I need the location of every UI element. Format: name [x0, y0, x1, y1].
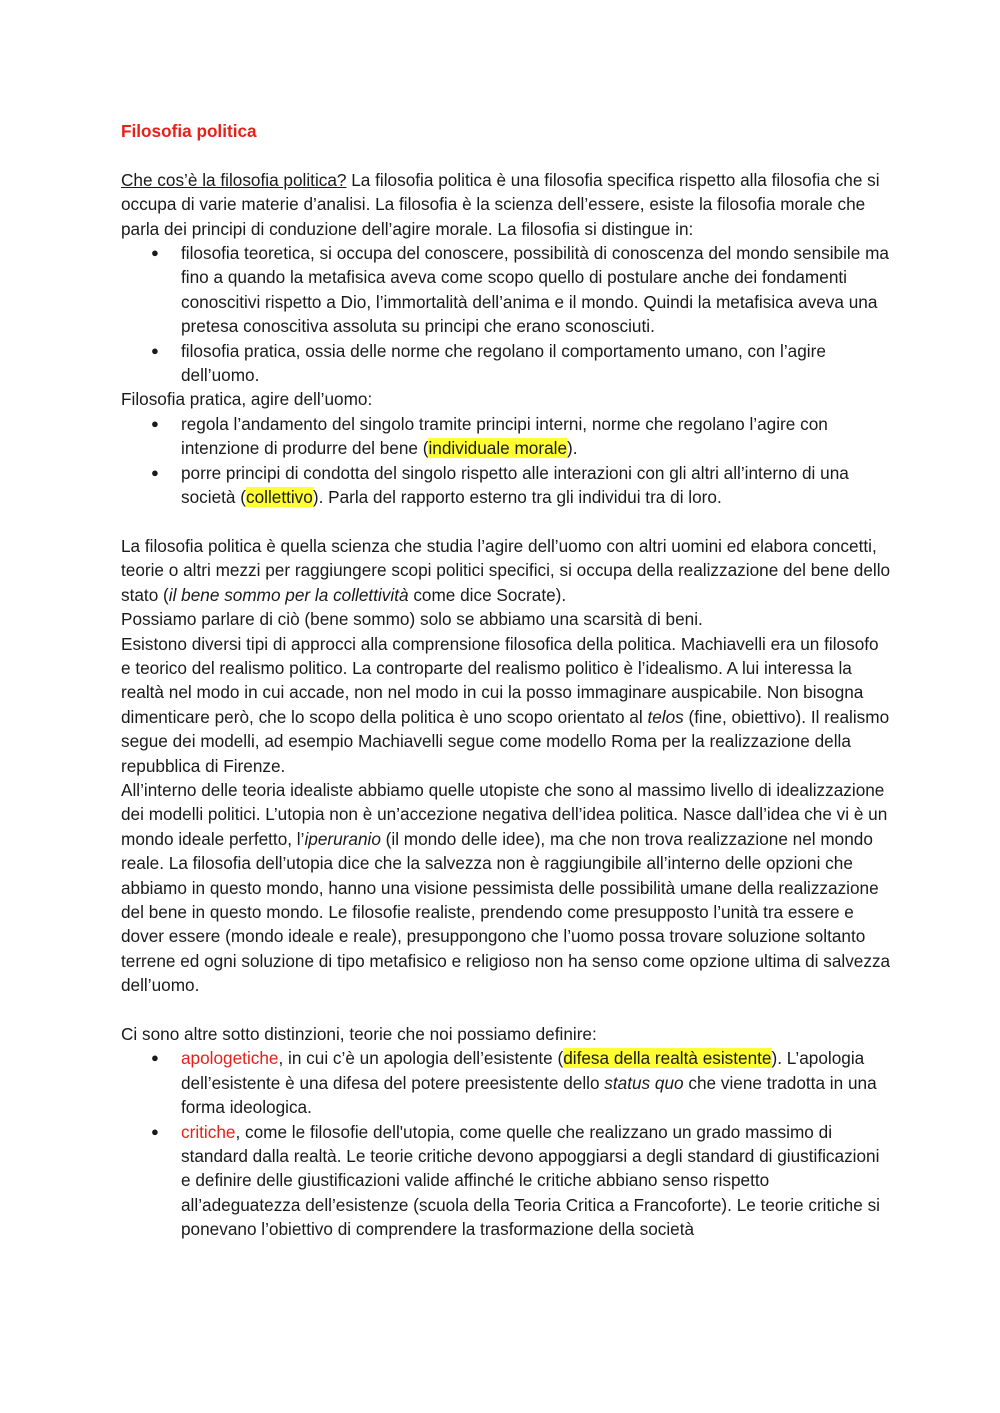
bullet-icon: ● — [151, 342, 159, 358]
italic-text: il bene sommo per la collettività — [168, 584, 409, 605]
bullet-icon: ● — [151, 415, 159, 431]
list-item: ● apologetiche, in cui c’è un apologia dell’esistente (difesa della realtà esistente). L’apologia dell’esistente è una difesa del potere preesistente dello status quo che viene tradotta in una forma ideologica. — [151, 1048, 877, 1118]
bullet-icon: ● — [151, 1050, 159, 1066]
paragraph: Possiamo parlare di ciò (bene sommo) solo se abbiamo una scarsità di beni. — [121, 609, 703, 630]
theories-list — [121, 1046, 891, 1241]
bullet-icon: ● — [151, 1123, 159, 1139]
pratica-heading: Filosofia pratica, agire dell’uomo: — [121, 389, 373, 410]
italic-text: iperuranio — [304, 828, 381, 849]
paragraph: All’interno delle teoria idealiste abbiamo quelle utopiste che sono al massimo livello di idealizzazione dei modelli politici. L’utopia non è un’accezione negativa dell’idea politica. Nasce dall’idea che vi è un mondo ideale perfetto, l’iperuranio (il mondo delle idee), ma che non trova realizzazione nel mondo reale. La filosofia dell’utopia dice che la salvezza non è raggiungibile all’interno delle opzioni che abbiamo in questo mondo, hanno una visione pessimista delle possibilità umane della realizzazione del bene in questo mondo. Le filosofie realiste, prendendo come presupposto l’unità tra essere e dover essere (mondo ideale e reale), presuppongono che l’uomo possa trovare soluzione soltanto terrene ed ogni soluzione di tipo metafisico e religioso non ha senso come opzione ultima di salvezza dell’uomo. — [121, 779, 891, 996]
italic-text: telos — [647, 706, 684, 727]
document-title: Filosofia politica — [121, 121, 257, 141]
italic-text: status quo — [604, 1072, 684, 1093]
list-item: ● regola l’andamento del singolo tramite principi interni, norme che regolano l’agire con intenzione di produrre del bene (individuale morale). — [151, 413, 828, 459]
highlight: difesa della realtà esistente — [563, 1048, 772, 1069]
paragraph: Ci sono altre sotto distinzioni, teorie che noi possiamo definire: — [121, 1023, 597, 1044]
highlight: individuale morale — [428, 438, 568, 459]
bullet-icon: ● — [151, 464, 159, 480]
pratica-list — [121, 412, 891, 510]
bullet-icon: ● — [151, 245, 159, 261]
term-label: critiche — [181, 1121, 236, 1142]
paragraph: Esistono diversi tipi di approcci alla comprensione filosofica della politica. Machiavelli era un filosofo e teorico del realismo politico. La controparte del realismo politico è l’idealismo. A lui interessa la realtà nel modo in cui accade, non nel modo in cui la posso immaginare auspicabile. Non bisogna dimenticare però, che lo scopo della politica è uno scopo orientato al telos (fine, obiettivo). Il realismo segue dei modelli, ad esempio Machiavelli segue come modello Roma per la realizzazione della repubblica di Firenze. — [121, 633, 890, 776]
paragraph: La filosofia politica è quella scienza che studia l’agire dell’uomo con altri uomini ed elabora concetti, teorie o altri mezzi per raggiungere scopi politici specifici, si occupa della realizzazione del bene dello stato (il bene sommo per la collettività come dice Socrate). — [121, 535, 891, 605]
intro-paragraph — [121, 168, 891, 241]
list-item: ● porre principi di condotta del singolo rispetto alle interazioni con gli altri all’interno di una società (collettivo). Parla del rapporto esterno tra gli individui tra di loro. — [151, 462, 849, 508]
list-item: ● filosofia teoretica, si occupa del conoscere, possibilità di conoscenza del mondo sensibile ma fino a quando la metafisica aveva come scopo quello di postulare anche dei fondamenti conoscitivi rispetto a Dio, l’immortalità dell’anima e il mondo. Quindi la metafisica aveva una pretesa conoscitiva assoluta su principi che erano sconosciuti. — [151, 243, 889, 337]
highlight: collettivo — [245, 487, 313, 508]
intro-question: Che cos’è la filosofia politica? — [121, 169, 347, 190]
list-item: ● filosofia pratica, ossia delle norme che regolano il comportamento umano, con l’agire dell’uomo. — [151, 340, 826, 386]
list-item: ● critiche, come le filosofie dell'utopia, come quelle che realizzano un grado massimo di standard dalla realtà. Le teorie critiche devono appoggiarsi a degli standard di giustificazioni e definire delle giustificazioni valide affinché le critiche abbiano senso rispetto all’adeguatezza dell’esistenze (scuola della Teoria Critica a Francoforte). Le teorie critiche si ponevano l’obiettivo di comprendere la trasformazione della società — [151, 1121, 880, 1240]
document-page — [121, 119, 891, 1242]
intro-text: La filosofia politica è una filosofia specifica rispetto alla filosofia che si occupa di varie materie d’analisi. La filosofia è la scienza dell’essere, esiste la filosofia morale che parla dei principi di conduzione dell’agire morale. La filosofia si distingue in: — [121, 169, 880, 239]
term-label: apologetiche — [181, 1048, 279, 1069]
branches-list — [121, 241, 891, 387]
